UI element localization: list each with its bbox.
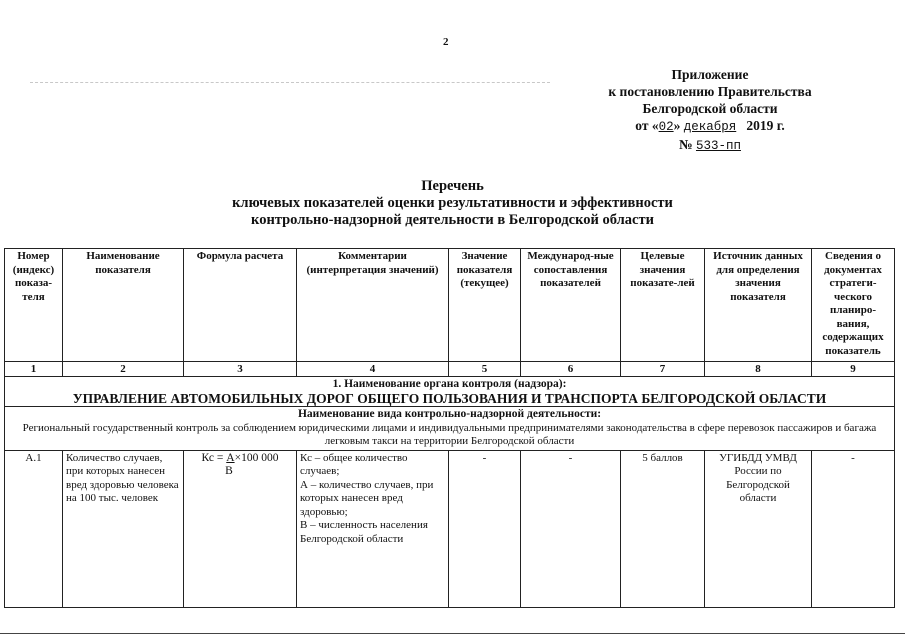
organ-cell [5, 377, 895, 407]
number-prefix: № [679, 137, 693, 152]
column-number: 1 [5, 362, 63, 377]
formula-lhs: Кс = [201, 451, 227, 464]
page-number: 2 [443, 36, 449, 48]
formula-denominator: В [225, 465, 233, 477]
comment-line: В – численность населения Белгородской области [300, 519, 428, 545]
organ-row [5, 377, 895, 407]
title-line-1: Перечень [421, 178, 484, 194]
date-prefix: от « [635, 118, 659, 133]
date-month: декабря [683, 120, 737, 134]
header-international: Международ-ные сопоставления показателей [521, 249, 621, 362]
document-title [0, 178, 905, 229]
organ-name: УПРАВЛЕНИЕ АВТОМОБИЛЬНЫХ ДОРОГ ОБЩЕГО ПОЛЬЗОВАНИЯ И ТРАНСПОРТА БЕЛГОРОДСКОЙ ОБЛАСТИ [72, 390, 827, 406]
row-comments [297, 450, 449, 607]
column-number: 8 [705, 362, 812, 377]
column-number: 9 [812, 362, 895, 377]
header-current-value: Значение показателя (текущее) [449, 249, 521, 362]
column-number: 7 [621, 362, 705, 377]
scan-artifact-line [30, 82, 550, 83]
header-index: Номер (индекс) показа-теля [5, 249, 63, 362]
kind-label: Наименование вида контрольно-надзорной деятельности: [297, 408, 602, 420]
row-current-value: - [449, 450, 521, 607]
appendix-title: Приложение [671, 67, 749, 82]
row-target: 5 баллов [621, 450, 705, 607]
appendix-number [580, 136, 840, 155]
kind-cell [5, 407, 895, 451]
row-name: Количество случаев, при которых нанесен вред здоровью человека на 100 тыс. человек [63, 450, 184, 607]
number-value: 533-пп [695, 139, 741, 153]
title-line-3: контрольно-надзорной деятельности в Белгородской области [251, 212, 654, 228]
title-line-2: ключевых показателей оценки результативности и эффективности [232, 195, 673, 211]
header-name: Наименование показателя [63, 249, 184, 362]
formula-numerator: А [226, 451, 235, 464]
header-target: Целевые значения показате-лей [621, 249, 705, 362]
appendix-region: Белгородской области [642, 101, 778, 116]
date-day: 02 [658, 120, 674, 134]
kind-text: Региональный государственный контроль за соблюдением юридическими лицами и индивидуальными предпринимателями законодательства в сфере перевозок пассажиров и багажа легковым такси на территории Белгородской области [22, 421, 877, 447]
row-index: А.1 [5, 450, 63, 607]
organ-label: 1. Наименование органа контроля (надзора): [332, 378, 567, 390]
appendix-block [580, 66, 840, 155]
row-source: УГИБДД УМВД России по Белгородской области [705, 450, 812, 607]
kind-row [5, 407, 895, 451]
column-number: 4 [297, 362, 449, 377]
column-number: 2 [63, 362, 184, 377]
header-documents: Сведения о документах стратеги-ческого планиро-вания, содержащих показатель [812, 249, 895, 362]
appendix-resolution: к постановлению Правительства [608, 84, 812, 99]
row-documents: - [812, 450, 895, 607]
header-row [5, 249, 895, 362]
indicators-table [4, 248, 895, 608]
column-number: 5 [449, 362, 521, 377]
appendix-date [580, 117, 840, 136]
formula-multiplier: ×100 000 [234, 451, 279, 464]
header-comments: Комментарии (интерпретация значений) [297, 249, 449, 362]
page-bottom-edge [0, 633, 905, 634]
header-source: Источник данных для определения значения показателя [705, 249, 812, 362]
row-formula [184, 450, 297, 607]
comment-line: А – количество случаев, при которых нанесен вред здоровью; [300, 478, 434, 518]
header-formula: Формула расчета [184, 249, 297, 362]
column-number: 6 [521, 362, 621, 377]
row-international: - [521, 450, 621, 607]
date-mid: » [673, 118, 681, 133]
table-row [5, 450, 895, 607]
column-number-row [5, 362, 895, 377]
date-year: 2019 г. [746, 118, 785, 133]
comment-line: Кс – общее количество случаев; [300, 451, 408, 477]
column-number: 3 [184, 362, 297, 377]
